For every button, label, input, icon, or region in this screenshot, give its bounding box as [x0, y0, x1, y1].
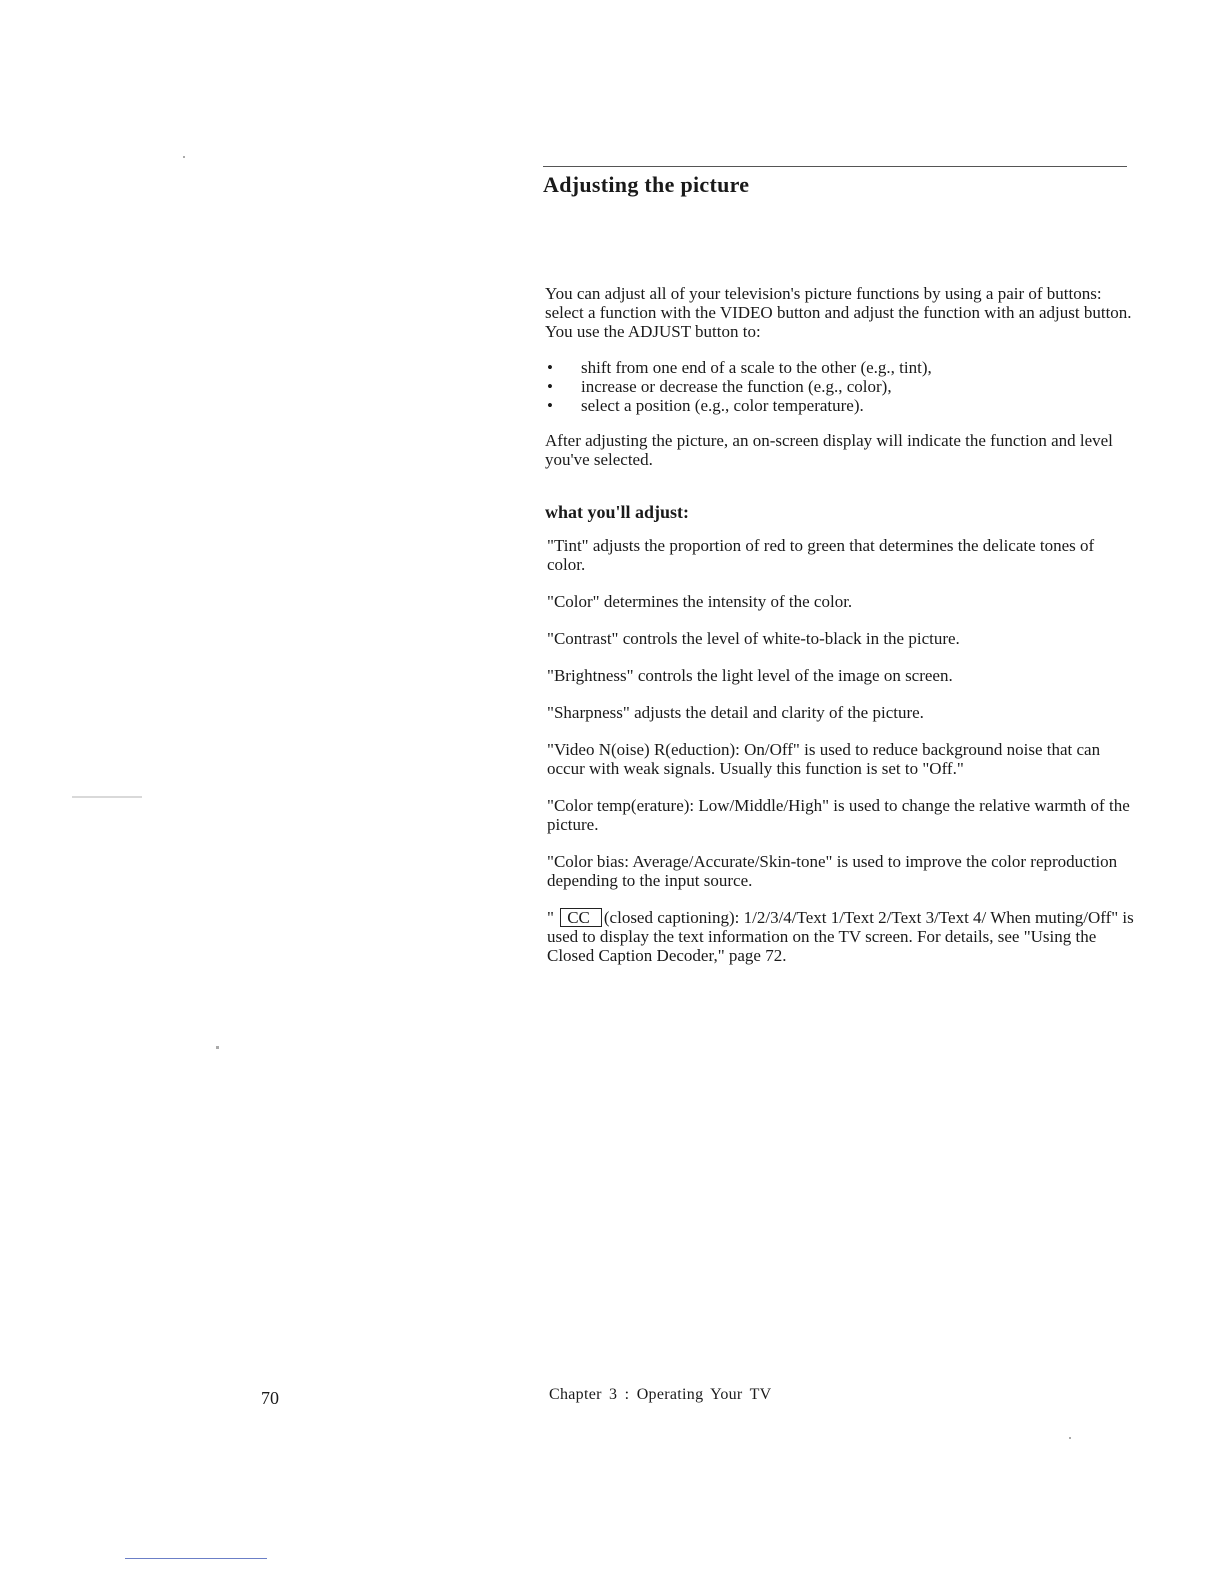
- tint-description: "Tint" adjusts the proportion of red to green that determines the delicate tones of color.: [547, 536, 1095, 574]
- scan-speck: [72, 796, 142, 798]
- list-item-text: select a position (e.g., color temperature).: [581, 396, 864, 415]
- color-bias-description: "Color bias: Average/Accurate/Skin-tone" is used to improve the color reproduction depending to the input source.: [547, 852, 1118, 890]
- bullet-icon: •: [547, 358, 553, 377]
- scan-speck: [216, 1046, 219, 1049]
- chapter-footer: Chapter 3 : Operating Your TV: [549, 1386, 772, 1403]
- bullet-icon: •: [547, 396, 553, 415]
- open-quote: ": [547, 908, 554, 927]
- cc-button-label: CC: [560, 908, 602, 927]
- section-subheading: what you'll adjust:: [545, 502, 690, 522]
- contrast-description: "Contrast" controls the level of white-to-black in the picture.: [547, 629, 960, 648]
- color-temperature-description: "Color temp(erature): Low/Middle/High" is used to change the relative warmth of the picture.: [547, 796, 1130, 834]
- main-content: [545, 284, 1135, 983]
- video-noise-reduction-description: "Video N(oise) R(eduction): On/Off" is used to reduce background noise that can occur with weak signals. Usually this function is set to "Off.": [547, 740, 1101, 778]
- closed-captioning-description: [547, 908, 1135, 965]
- list-item: [545, 396, 1135, 415]
- adjust-uses-list: [545, 358, 1135, 415]
- after-adjusting-paragraph: After adjusting the picture, an on-screen display will indicate the function and level you've selected.: [545, 431, 1113, 469]
- closed-captioning-text: (closed captioning): 1/2/3/4/Text 1/Text 2/Text 3/Text 4/ When muting/Off" is used to display the text information on the TV screen. For details, see "Using the Closed Caption Decoder," page 72.: [547, 908, 1134, 965]
- page-title: Adjusting the picture: [543, 172, 750, 197]
- page-number: 70: [261, 1388, 279, 1408]
- list-item-text: shift from one end of a scale to the other (e.g., tint),: [581, 358, 932, 377]
- sharpness-description: "Sharpness" adjusts the detail and clarity of the picture.: [547, 703, 924, 722]
- intro-paragraph: You can adjust all of your television's picture functions by using a pair of buttons: select a function with the VIDEO button and adjust the function with an adjust button. You use the ADJUST button to:: [545, 284, 1132, 341]
- brightness-description: "Brightness" controls the light level of the image on screen.: [547, 666, 953, 685]
- list-item: [545, 358, 1135, 377]
- scan-speck: [183, 156, 185, 158]
- scan-speck: [1069, 1437, 1071, 1439]
- list-item: [545, 377, 1135, 396]
- scan-edge-line: [125, 1558, 267, 1559]
- title-rule: [543, 166, 1127, 167]
- list-item-text: increase or decrease the function (e.g., color),: [581, 377, 892, 396]
- bullet-icon: •: [547, 377, 553, 396]
- color-description: "Color" determines the intensity of the color.: [547, 592, 853, 611]
